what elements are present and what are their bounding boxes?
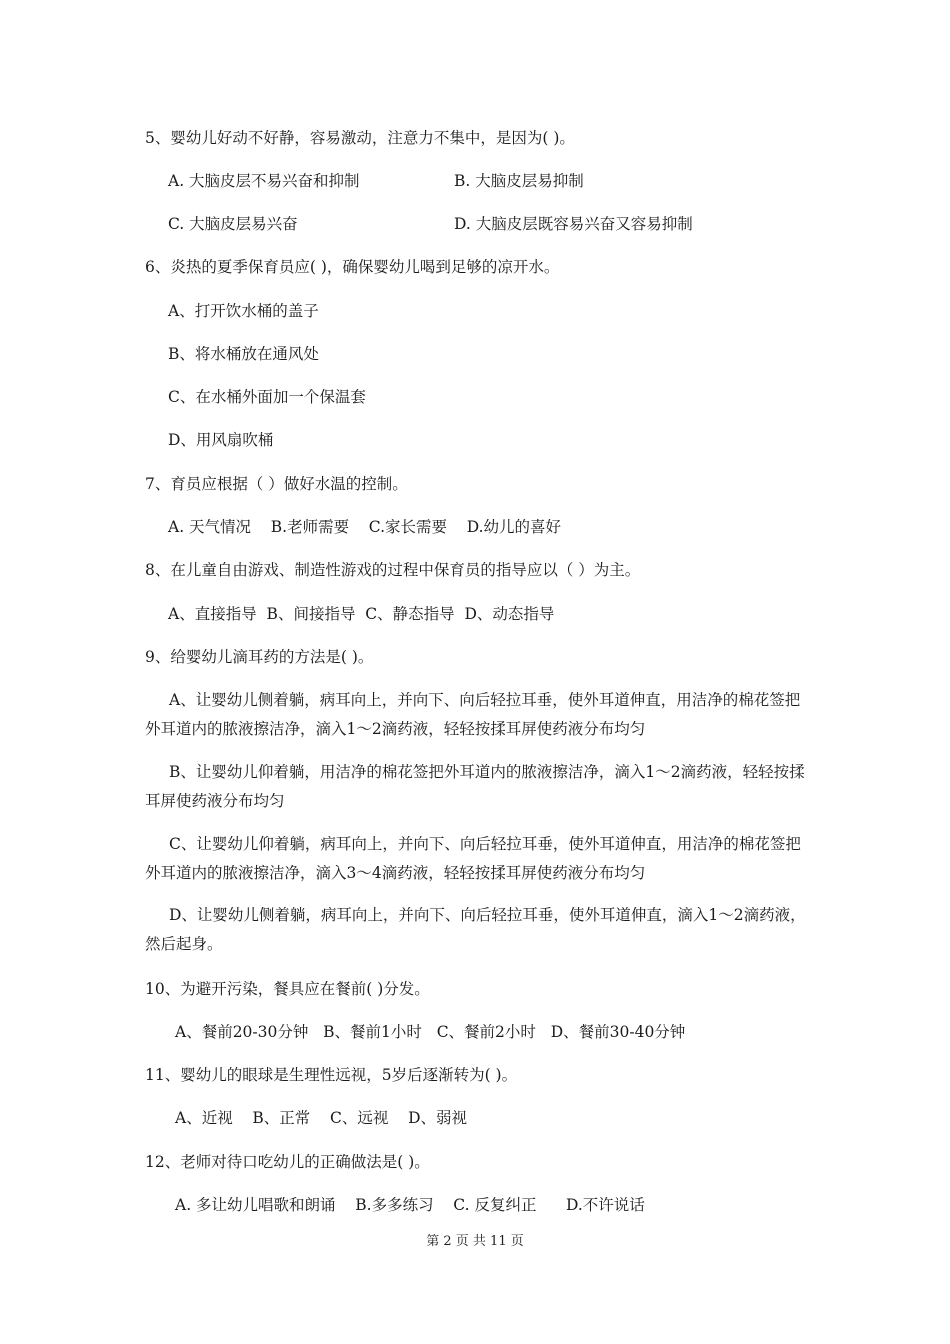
question-11-options: A、近视 B、正常 C、远视 D、弱视: [175, 1109, 467, 1127]
question-9-option-b: B、让婴幼儿仰着躺，用洁净的棉花签把外耳道内的脓液擦洁净，滴入1～2滴药液，轻轻按揉耳屏使药液分布均匀: [145, 763, 805, 810]
question-11-stem: 11、婴幼儿的眼球是生理性远视，5岁后逐渐转为( )。: [145, 1066, 518, 1084]
question-6-option-b: B、将水桶放在通风处: [168, 345, 319, 363]
question-12-options: A. 多让幼儿唱歌和朗诵 B.多多练习 C. 反复纠正 D.不许说话: [175, 1196, 645, 1214]
question-5-option-d: D. 大脑皮层既容易兴奋又容易抑制: [454, 215, 693, 233]
question-7-options: A. 天气情况 B.老师需要 C.家长需要 D.幼儿的喜好: [168, 518, 562, 536]
question-8-stem: 8、在儿童自由游戏、制造性游戏的过程中保育员的指导应以（ ）为主。: [145, 561, 641, 579]
question-5-option-a: A. 大脑皮层不易兴奋和抑制: [168, 172, 360, 190]
question-6-option-d: D、用风扇吹桶: [168, 431, 274, 449]
question-9-stem: 9、给婴幼儿滴耳药的方法是( )。: [145, 648, 374, 666]
question-6-stem: 6、炎热的夏季保育员应( )，确保婴幼儿喝到足够的凉开水。: [145, 258, 560, 276]
question-5-stem: 5、婴幼儿好动不好静，容易激动，注意力不集中，是因为( )。: [145, 129, 575, 147]
question-8-options: A、直接指导 B、间接指导 C、静态指导 D、动态指导: [168, 605, 555, 623]
question-7-stem: 7、育员应根据（ ）做好水温的控制。: [145, 475, 408, 493]
question-5-option-c: C. 大脑皮层易兴奋: [168, 215, 298, 233]
question-12-stem: 12、老师对待口吃幼儿的正确做法是( )。: [145, 1153, 430, 1171]
question-10-stem: 10、为避开污染，餐具应在餐前( )分发。: [145, 980, 430, 998]
question-10-options: A、餐前20-30分钟 B、餐前1小时 C、餐前2小时 D、餐前30-40分钟: [175, 1023, 686, 1041]
question-6-option-a: A、打开饮水桶的盖子: [168, 302, 319, 320]
page-number-footer: 第 2 页 共 11 页: [426, 1234, 524, 1249]
question-5-option-b: B. 大脑皮层易抑制: [454, 172, 584, 190]
question-9-option-a: A、让婴幼儿侧着躺，病耳向上，并向下、向后轻拉耳垂，使外耳道伸直，用洁净的棉花签把外耳道内的脓液擦洁净，滴入1～2滴药液，轻轻按揉耳屏使药液分布均匀: [145, 691, 801, 738]
question-9-option-d: D、让婴幼儿侧着躺，病耳向上，并向下、向后轻拉耳垂，使外耳道伸直，滴入1～2滴药液，然后起身。: [145, 906, 806, 953]
question-9-option-c: C、让婴幼儿仰着躺，病耳向上，并向下、向后轻拉耳垂，使外耳道伸直，用洁净的棉花签把外耳道内的脓液擦洁净，滴入3～4滴药液，轻轻按揉耳屏使药液分布均匀: [145, 835, 801, 882]
question-6-option-c: C、在水桶外面加一个保温套: [168, 388, 366, 406]
